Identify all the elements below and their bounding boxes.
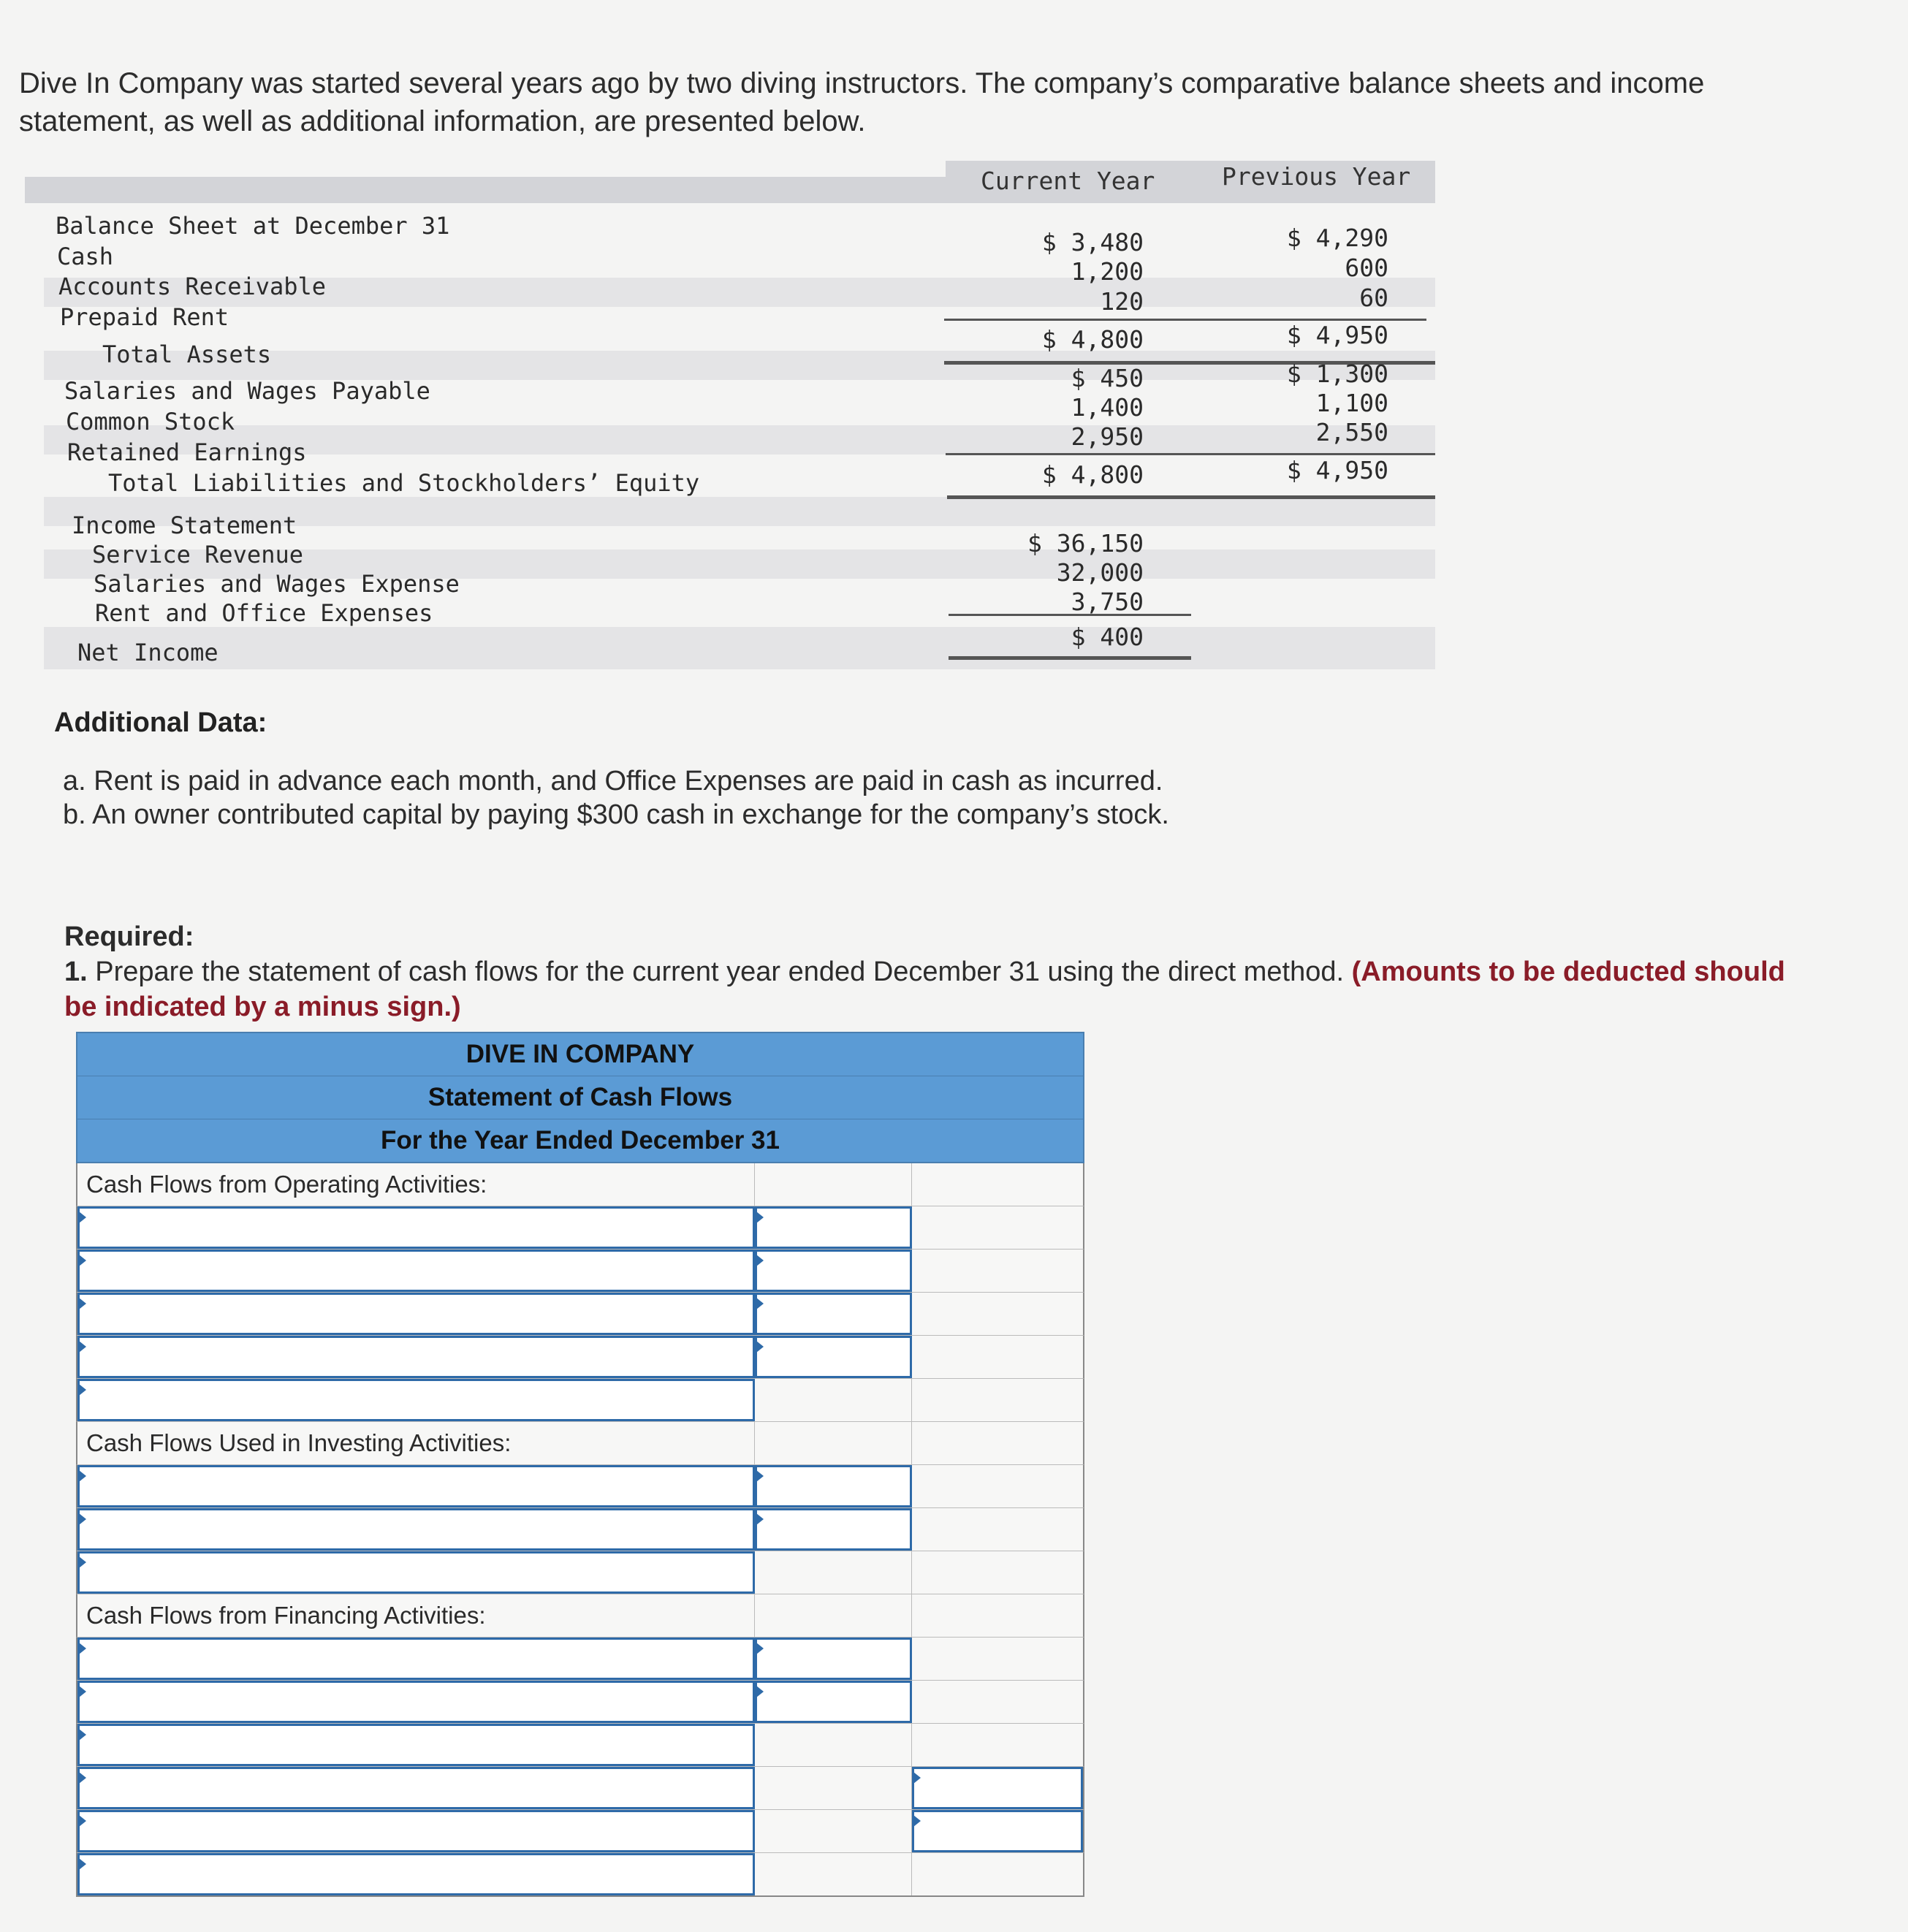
required-instruction: [64, 954, 1818, 1024]
total-assets-current: $ 4,800: [1041, 325, 1144, 354]
operating-line-4: [76, 1336, 1084, 1379]
current-year-header: Current Year: [981, 167, 1155, 195]
additional-item-b: b. An owner contributed capital by paying $300 cash in exchange for the company’s stock.: [63, 799, 1169, 830]
previous-year-header: Previous Year: [1222, 162, 1411, 191]
empty-cell: [755, 1594, 911, 1637]
revenue-current: $ 36,150: [1027, 529, 1144, 558]
investing-item-1-input[interactable]: [77, 1465, 755, 1507]
rent-office-current: 3,750: [1071, 587, 1144, 616]
empty-cell: [755, 1551, 911, 1594]
total-assets-label: Total Assets: [102, 341, 272, 368]
retained-current: 2,950: [1071, 422, 1144, 451]
financing-line-2: [76, 1681, 1084, 1724]
financing-total-line: [76, 1724, 1084, 1767]
retained-earnings-label: Retained Earnings: [67, 438, 307, 466]
salaries-payable-label: Salaries and Wages Payable: [64, 377, 430, 405]
company-name: DIVE IN COMPANY: [77, 1033, 1083, 1076]
common-stock-label: Common Stock: [66, 408, 235, 436]
empty-cell: [755, 1379, 911, 1421]
ar-previous: 600: [1345, 254, 1388, 282]
intro-line-2: statement, as well as additional information, are presented below.: [19, 105, 866, 137]
empty-cell: [912, 1551, 1083, 1594]
operating-item-3-input[interactable]: [77, 1293, 755, 1335]
net-change-line: [76, 1767, 1084, 1810]
empty-cell: [755, 1810, 911, 1852]
statement-name: Statement of Cash Flows: [77, 1076, 1083, 1119]
financing-line-1: [76, 1638, 1084, 1681]
investing-total-line: [76, 1551, 1084, 1594]
financing-total-label-input[interactable]: [77, 1724, 755, 1766]
empty-cell: [755, 1853, 911, 1895]
prepaid-previous: 60: [1359, 284, 1388, 312]
operating-total-line: [76, 1379, 1084, 1422]
total-assets-previous: $ 4,950: [1286, 321, 1388, 349]
rent-office-label: Rent and Office Expenses: [95, 599, 433, 627]
empty-cell: [755, 1724, 911, 1766]
net-income-label: Net Income: [77, 639, 218, 666]
empty-cell: [755, 1422, 911, 1464]
financing-label: Cash Flows from Financing Activities:: [77, 1594, 755, 1637]
total-rule: [949, 656, 1191, 660]
financing-item-2-input[interactable]: [77, 1681, 755, 1723]
prepaid-label: Prepaid Rent: [60, 303, 229, 331]
net-change-amount-input[interactable]: [912, 1767, 1083, 1809]
cash-current: $ 3,480: [1041, 228, 1144, 256]
total-le-current: $ 4,800: [1041, 460, 1144, 489]
cash-flow-header: [76, 1032, 1084, 1163]
subtotal-rule: [946, 453, 1435, 455]
empty-cell: [912, 1293, 1083, 1335]
empty-cell: [912, 1594, 1083, 1637]
empty-cell: [912, 1508, 1083, 1551]
investing-section-row: [76, 1422, 1084, 1465]
empty-cell: [755, 1163, 911, 1206]
financing-amount-2-input[interactable]: [755, 1681, 911, 1723]
operating-amount-2-input[interactable]: [755, 1250, 911, 1292]
ending-cash-line: [76, 1853, 1084, 1897]
ar-current: 1,200: [1071, 257, 1144, 286]
operating-amount-3-input[interactable]: [755, 1293, 911, 1335]
total-rule: [947, 495, 1435, 499]
common-stock-previous: 1,100: [1315, 389, 1388, 417]
ending-cash-label-input[interactable]: [77, 1853, 755, 1895]
investing-line-1: [76, 1465, 1084, 1508]
operating-section-row: [76, 1163, 1084, 1206]
empty-cell: [755, 1767, 911, 1809]
investing-item-2-input[interactable]: [77, 1508, 755, 1551]
empty-cell: [912, 1853, 1083, 1895]
empty-cell: [912, 1250, 1083, 1292]
empty-cell: [912, 1336, 1083, 1378]
operating-line-2: [76, 1250, 1084, 1293]
operating-item-4-input[interactable]: [77, 1336, 755, 1378]
investing-amount-1-input[interactable]: [755, 1465, 911, 1507]
operating-line-1: [76, 1206, 1084, 1250]
salaries-payable-previous: $ 1,300: [1286, 360, 1388, 388]
operating-item-2-input[interactable]: [77, 1250, 755, 1292]
empty-cell: [912, 1422, 1083, 1464]
required-title: Required:: [64, 921, 194, 952]
salaries-expense-label: Salaries and Wages Expense: [94, 570, 460, 598]
financing-item-1-input[interactable]: [77, 1638, 755, 1680]
financing-section-row: [76, 1594, 1084, 1638]
operating-amount-1-input[interactable]: [755, 1206, 911, 1249]
net-income-current: $ 400: [1071, 623, 1144, 651]
investing-total-label-input[interactable]: [77, 1551, 755, 1594]
ar-label: Accounts Receivable: [58, 273, 327, 300]
balance-sheet-title: Balance Sheet at December 31: [56, 212, 450, 240]
empty-cell: [912, 1638, 1083, 1680]
empty-cell: [912, 1379, 1083, 1421]
additional-item-a: a. Rent is paid in advance each month, and Office Expenses are paid in cash as incurred.: [63, 766, 1163, 796]
investing-line-2: [76, 1508, 1084, 1551]
additional-data-title: Additional Data:: [54, 707, 267, 738]
net-change-label-input[interactable]: [77, 1767, 755, 1809]
operating-amount-4-input[interactable]: [755, 1336, 911, 1378]
empty-cell: [912, 1724, 1083, 1766]
operating-label: Cash Flows from Operating Activities:: [77, 1163, 755, 1206]
operating-item-1-input[interactable]: [77, 1206, 755, 1249]
beginning-cash-line: [76, 1810, 1084, 1853]
beginning-cash-amount-input[interactable]: [912, 1810, 1083, 1852]
intro-line-1: Dive In Company was started several years ago by two diving instructors. The company’s comparative balance sheets and income: [19, 67, 1705, 99]
salaries-payable-current: $ 450: [1071, 364, 1144, 392]
cash-flow-form: [76, 1032, 1084, 1897]
empty-cell: [912, 1163, 1083, 1206]
empty-cell: [912, 1206, 1083, 1249]
salaries-expense-current: 32,000: [1056, 558, 1144, 587]
required-highlight: (Amounts to be deducted should be indicated by a minus sign.): [64, 957, 1785, 1022]
investing-label: Cash Flows Used in Investing Activities:: [77, 1422, 755, 1464]
operating-line-3: [76, 1293, 1084, 1336]
financing-amount-1-input[interactable]: [755, 1638, 911, 1680]
empty-cell: [912, 1465, 1083, 1507]
retained-previous: 2,550: [1315, 418, 1388, 446]
common-stock-current: 1,400: [1071, 393, 1144, 422]
required-number: 1.: [64, 957, 88, 987]
income-statement-title: Income Statement: [72, 511, 297, 539]
empty-cell: [912, 1681, 1083, 1723]
investing-amount-2-input[interactable]: [755, 1508, 911, 1551]
cash-previous: $ 4,290: [1286, 224, 1388, 252]
beginning-cash-label-input[interactable]: [77, 1810, 755, 1852]
cash-label: Cash: [57, 243, 114, 270]
intro-text: [19, 64, 1817, 140]
prepaid-current: 120: [1100, 287, 1144, 316]
required-text: Prepare the statement of cash flows for the current year ended December 31 using the direct method.: [87, 957, 1352, 987]
service-revenue-label: Service Revenue: [92, 541, 303, 568]
total-le-previous: $ 4,950: [1286, 456, 1388, 484]
operating-total-label-input[interactable]: [77, 1379, 755, 1421]
required-section: [64, 919, 1818, 1024]
total-le-label: Total Liabilities and Stockholders’ Equity: [108, 469, 700, 497]
row-stripe: [44, 627, 1435, 669]
subtotal-rule: [949, 614, 1191, 616]
statement-period: For the Year Ended December 31: [381, 1126, 780, 1155]
